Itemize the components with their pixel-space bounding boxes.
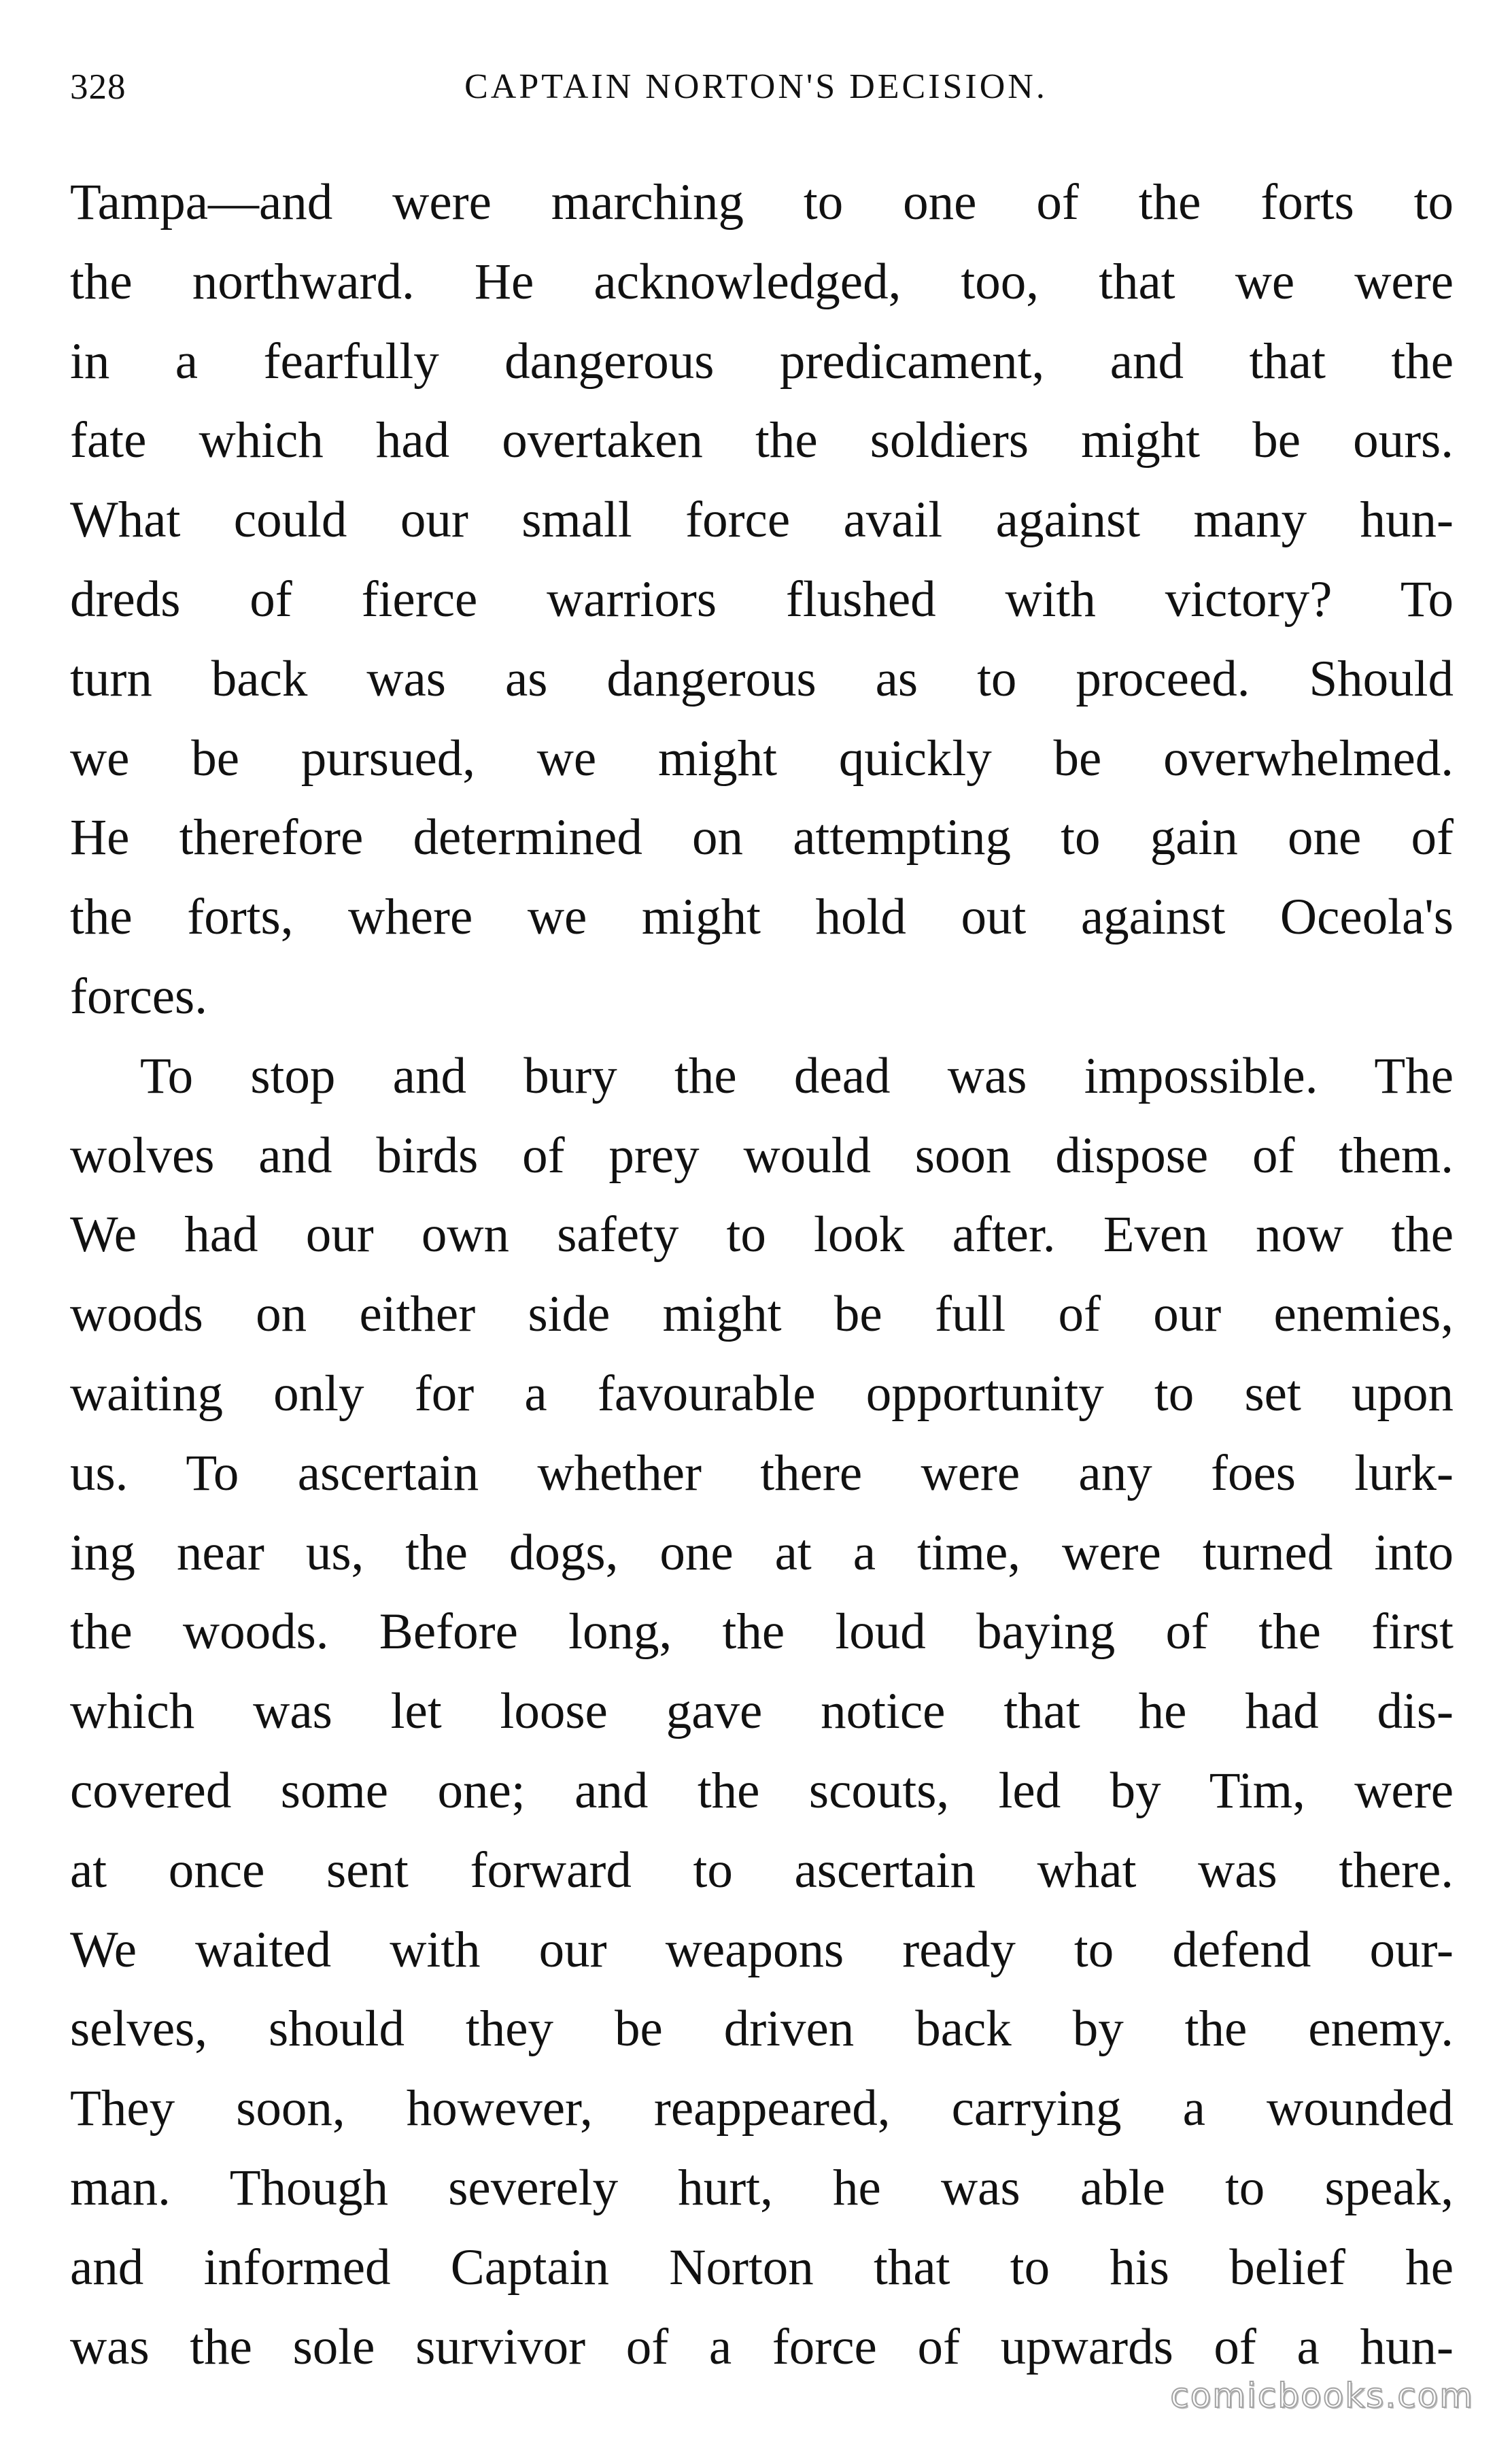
- text-line: the northward. He acknowledged, too, that we were: [70, 253, 1454, 310]
- running-head: CAPTAIN NORTON'S DECISION.: [464, 67, 1048, 106]
- text-line: wolves and birds of prey would soon dispose of them.: [70, 1127, 1454, 1184]
- text-line: at once sent forward to ascertain what was there.: [70, 1841, 1454, 1899]
- paragraph-1: [70, 163, 1454, 1037]
- text-line: To stop and bury the dead was impossible. The: [140, 1047, 1454, 1104]
- text-line: forces.: [70, 968, 207, 1025]
- text-line: He therefore determined on attempting to gain one of: [70, 809, 1454, 866]
- text-line: They soon, however, reappeared, carrying a wounded: [70, 2080, 1454, 2137]
- body-text: [70, 163, 1454, 2387]
- text-line: man. Though severely hurt, he was able to speak,: [70, 2159, 1454, 2216]
- text-line: selves, should they be driven back by the enemy.: [70, 2001, 1454, 2058]
- text-line: in a fearfully dangerous predicament, and that the: [70, 333, 1454, 390]
- page-header: [70, 67, 1442, 121]
- paragraph-2: [70, 1037, 1454, 2387]
- text-line: which was let loose gave notice that he had dis-: [70, 1683, 1454, 1740]
- page-number: 328: [70, 67, 126, 107]
- text-line: and informed Captain Norton that to his belief he: [70, 2239, 1454, 2296]
- text-line: dreds of fierce warriors flushed with victory? To: [70, 571, 1454, 628]
- watermark: comicbooks.com: [1170, 2376, 1474, 2415]
- text-line: turn back was as dangerous as to proceed. Should: [70, 650, 1454, 707]
- text-line: Tampa—and were marching to one of the forts to: [70, 174, 1454, 231]
- text-line: What could our small force avail against many hun-: [70, 492, 1454, 549]
- text-line: We waited with our weapons ready to defend our-: [70, 1921, 1454, 1978]
- text-line: fate which had overtaken the soldiers might be ours.: [70, 412, 1454, 469]
- text-line: us. To ascertain whether there were any foes lurk-: [70, 1444, 1454, 1501]
- text-line: the woods. Before long, the loud baying of the first: [70, 1603, 1454, 1661]
- text-line: ing near us, the dogs, one at a time, were turned into: [70, 1524, 1454, 1581]
- text-line: the forts, where we might hold out against Oceola's: [70, 889, 1454, 946]
- text-line: woods on either side might be full of our enemies,: [70, 1286, 1454, 1343]
- text-line: waiting only for a favourable opportunity to set upon: [70, 1365, 1454, 1422]
- text-line: covered some one; and the scouts, led by Tim, were: [70, 1762, 1454, 1819]
- text-line: we be pursued, we might quickly be overwhelmed.: [70, 730, 1454, 787]
- text-line: was the sole survivor of a force of upwards of a hun-: [70, 2318, 1454, 2375]
- text-line: We had our own safety to look after. Even now the: [70, 1206, 1454, 1263]
